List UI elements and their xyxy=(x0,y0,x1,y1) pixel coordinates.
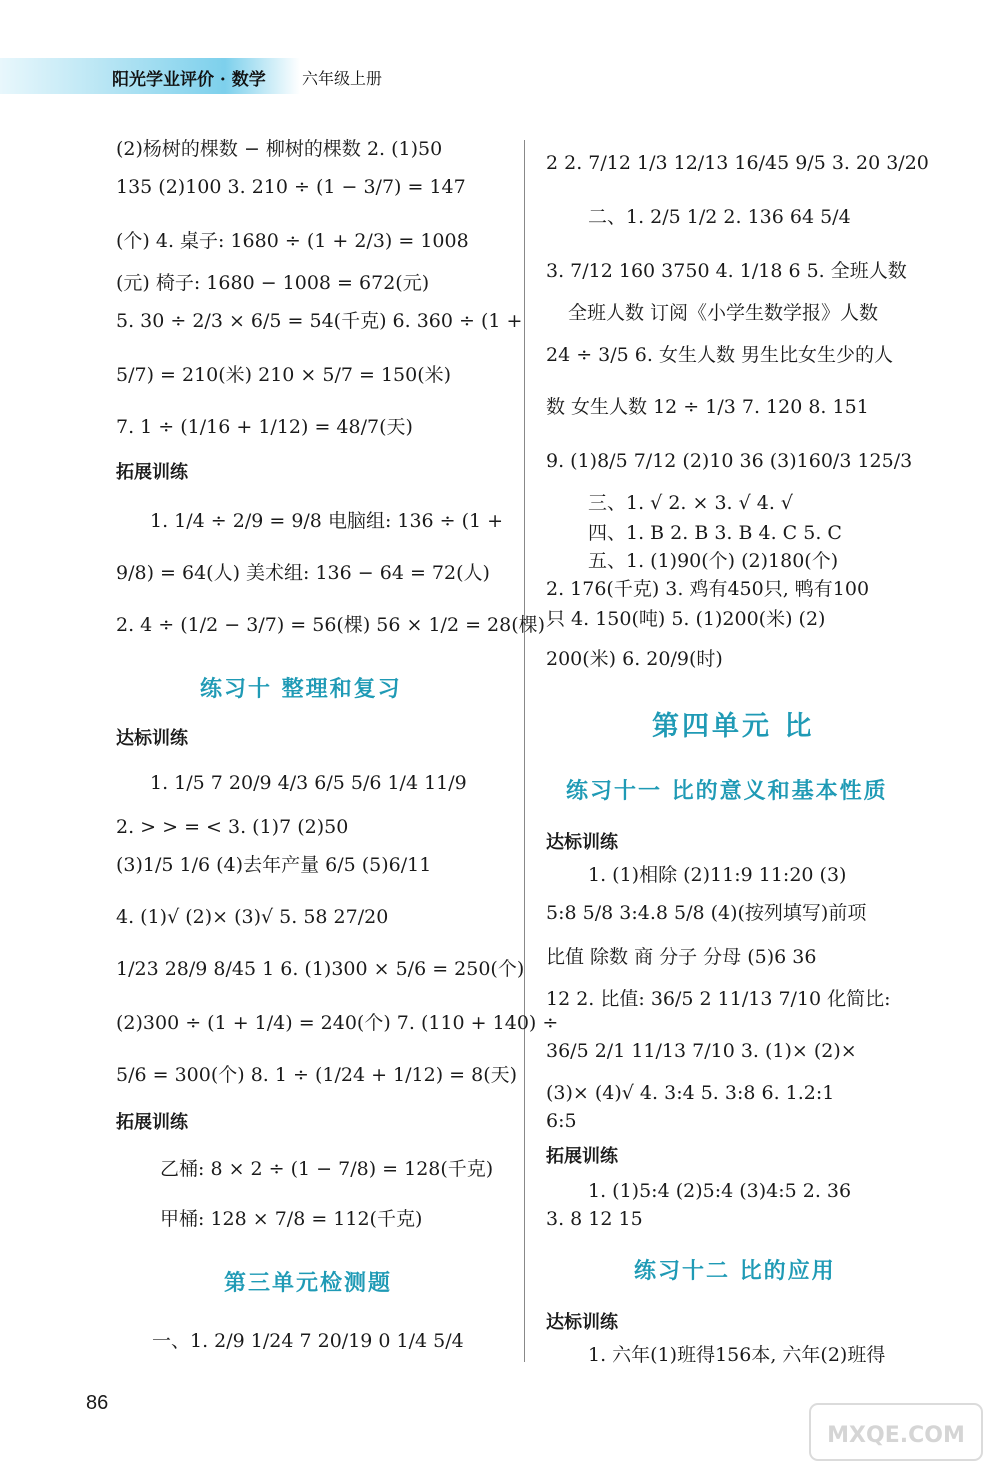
text-line: 200(米) 6. 20/9(时) xyxy=(546,648,723,670)
page-number: 86 xyxy=(86,1392,109,1414)
text-line: 3. 7/12 160 3750 4. 1/18 6 5. 全班人数 xyxy=(546,260,907,282)
exercise-title: 练习十 整理和复习 xyxy=(200,676,402,702)
text-line: 135 (2)100 3. 210 ÷ (1 − 3/7) = 147 xyxy=(116,176,466,198)
section-heading: 拓展训练 xyxy=(116,462,188,483)
text-line: 比值 除数 商 分子 分母 (5)6 36 xyxy=(546,946,817,968)
text-line: (元) 椅子: 1680 − 1008 = 672(元) xyxy=(116,272,430,294)
unit-title: 第四单元 比 xyxy=(652,711,815,742)
text-line: 只 4. 150(吨) 5. (1)200(米) (2) xyxy=(546,608,826,630)
text-line: 36/5 2/1 11/13 7/10 3. (1)× (2)× xyxy=(546,1040,857,1062)
header-title: 阳光学业评价 · 数学 xyxy=(112,70,266,90)
text-line: 1. 1/5 7 20/9 4/3 6/5 5/6 1/4 11/9 xyxy=(150,772,467,794)
section-heading: 达标训练 xyxy=(546,832,618,853)
text-line: 9. (1)8/5 7/12 (2)10 36 (3)160/3 125/3 xyxy=(546,450,913,472)
section-heading: 达标训练 xyxy=(546,1312,618,1333)
text-line: 四、1. B 2. B 3. B 4. C 5. C xyxy=(588,522,842,544)
text-line: 1. (1)相除 (2)11:9 11:20 (3) xyxy=(588,864,847,886)
text-line: 24 ÷ 3/5 6. 女生人数 男生比女生少的人 xyxy=(546,344,894,366)
text-line: 1/23 28/9 8/45 1 6. (1)300 × 5/6 = 250(个) xyxy=(116,958,525,980)
text-line: 三、1. √ 2. × 3. √ 4. √ xyxy=(588,492,794,514)
svg-text:MXQE.COM: MXQE.COM xyxy=(827,1423,965,1448)
text-line: 一、1. 2/9 1/24 7 20/19 0 1/4 5/4 xyxy=(152,1330,464,1352)
exercise-title: 练习十二 比的应用 xyxy=(634,1258,836,1284)
text-line: 二、1. 2/5 1/2 2. 136 64 5/4 xyxy=(588,206,851,228)
text-line: 1. (1)5:4 (2)5:4 (3)4:5 2. 36 xyxy=(588,1180,852,1202)
text-line: 3. 8 12 15 xyxy=(546,1208,643,1230)
text-line: (3)1/5 1/6 (4)去年产量 6/5 (5)6/11 xyxy=(116,854,432,876)
text-line: (3)× (4)√ 4. 3:4 5. 3:8 6. 1.2:1 xyxy=(546,1082,835,1104)
text-line: 全班人数 订阅《小学生数学报》人数 xyxy=(568,302,879,324)
text-line: 7. 1 ÷ (1/16 + 1/12) = 48/7(天) xyxy=(116,416,413,438)
text-line: 5/7) = 210(米) 210 × 5/7 = 150(米) xyxy=(116,364,452,386)
text-line: 2. > > = < 3. (1)7 (2)50 xyxy=(116,816,349,838)
exercise-title: 第三单元检测题 xyxy=(224,1270,393,1296)
text-line: 2 2. 7/12 1/3 12/13 16/45 9/5 3. 20 3/20 xyxy=(546,152,929,174)
text-line: 5:8 5/8 3:4.8 5/8 (4)(按列填写)前项 xyxy=(546,902,867,924)
text-line: 5/6 = 300(个) 8. 1 ÷ (1/24 + 1/12) = 8(天) xyxy=(116,1064,518,1086)
text-line: 1. 六年(1)班得156本, 六年(2)班得 xyxy=(588,1344,886,1366)
page-header xyxy=(0,58,420,100)
text-line: 五、1. (1)90(个) (2)180(个) xyxy=(588,550,839,572)
text-line: 6:5 xyxy=(546,1110,577,1132)
header-subtitle: 六年级上册 xyxy=(302,69,383,88)
watermark-logo xyxy=(806,1400,986,1464)
text-line: 1. 1/4 ÷ 2/9 = 9/8 电脑组: 136 ÷ (1 + xyxy=(150,510,504,532)
text-line: 乙桶: 8 × 2 ÷ (1 − 7/8) = 128(千克) xyxy=(160,1158,494,1180)
text-line: 12 2. 比值: 36/5 2 11/13 7/10 化简比: xyxy=(546,988,891,1010)
exercise-title: 练习十一 比的意义和基本性质 xyxy=(566,778,888,804)
text-line: (2)300 ÷ (1 + 1/4) = 240(个) 7. (110 + 140) ÷ xyxy=(116,1012,559,1034)
text-line: 甲桶: 128 × 7/8 = 112(千克) xyxy=(160,1208,423,1230)
text-line: 5. 30 ÷ 2/3 × 6/5 = 54(千克) 6. 360 ÷ (1 + xyxy=(116,310,523,332)
column-divider xyxy=(524,140,525,1362)
text-line: 数 女生人数 12 ÷ 1/3 7. 120 8. 151 xyxy=(546,396,869,418)
section-heading: 拓展训练 xyxy=(116,1112,188,1133)
section-heading: 拓展训练 xyxy=(546,1146,618,1167)
section-heading: 达标训练 xyxy=(116,728,188,749)
text-line: 4. (1)√ (2)× (3)√ 5. 58 27/20 xyxy=(116,906,389,928)
text-line: (个) 4. 桌子: 1680 ÷ (1 + 2/3) = 1008 xyxy=(116,230,469,252)
text-line: 2. 4 ÷ (1/2 − 3/7) = 56(棵) 56 × 1/2 = 28(棵) xyxy=(116,614,546,636)
text-line: 9/8) = 64(人) 美术组: 136 − 64 = 72(人) xyxy=(116,562,490,584)
text-line: 2. 176(千克) 3. 鸡有450只, 鸭有100 xyxy=(546,578,870,600)
text-line: (2)杨树的棵数 − 柳树的棵数 2. (1)50 xyxy=(116,138,443,160)
